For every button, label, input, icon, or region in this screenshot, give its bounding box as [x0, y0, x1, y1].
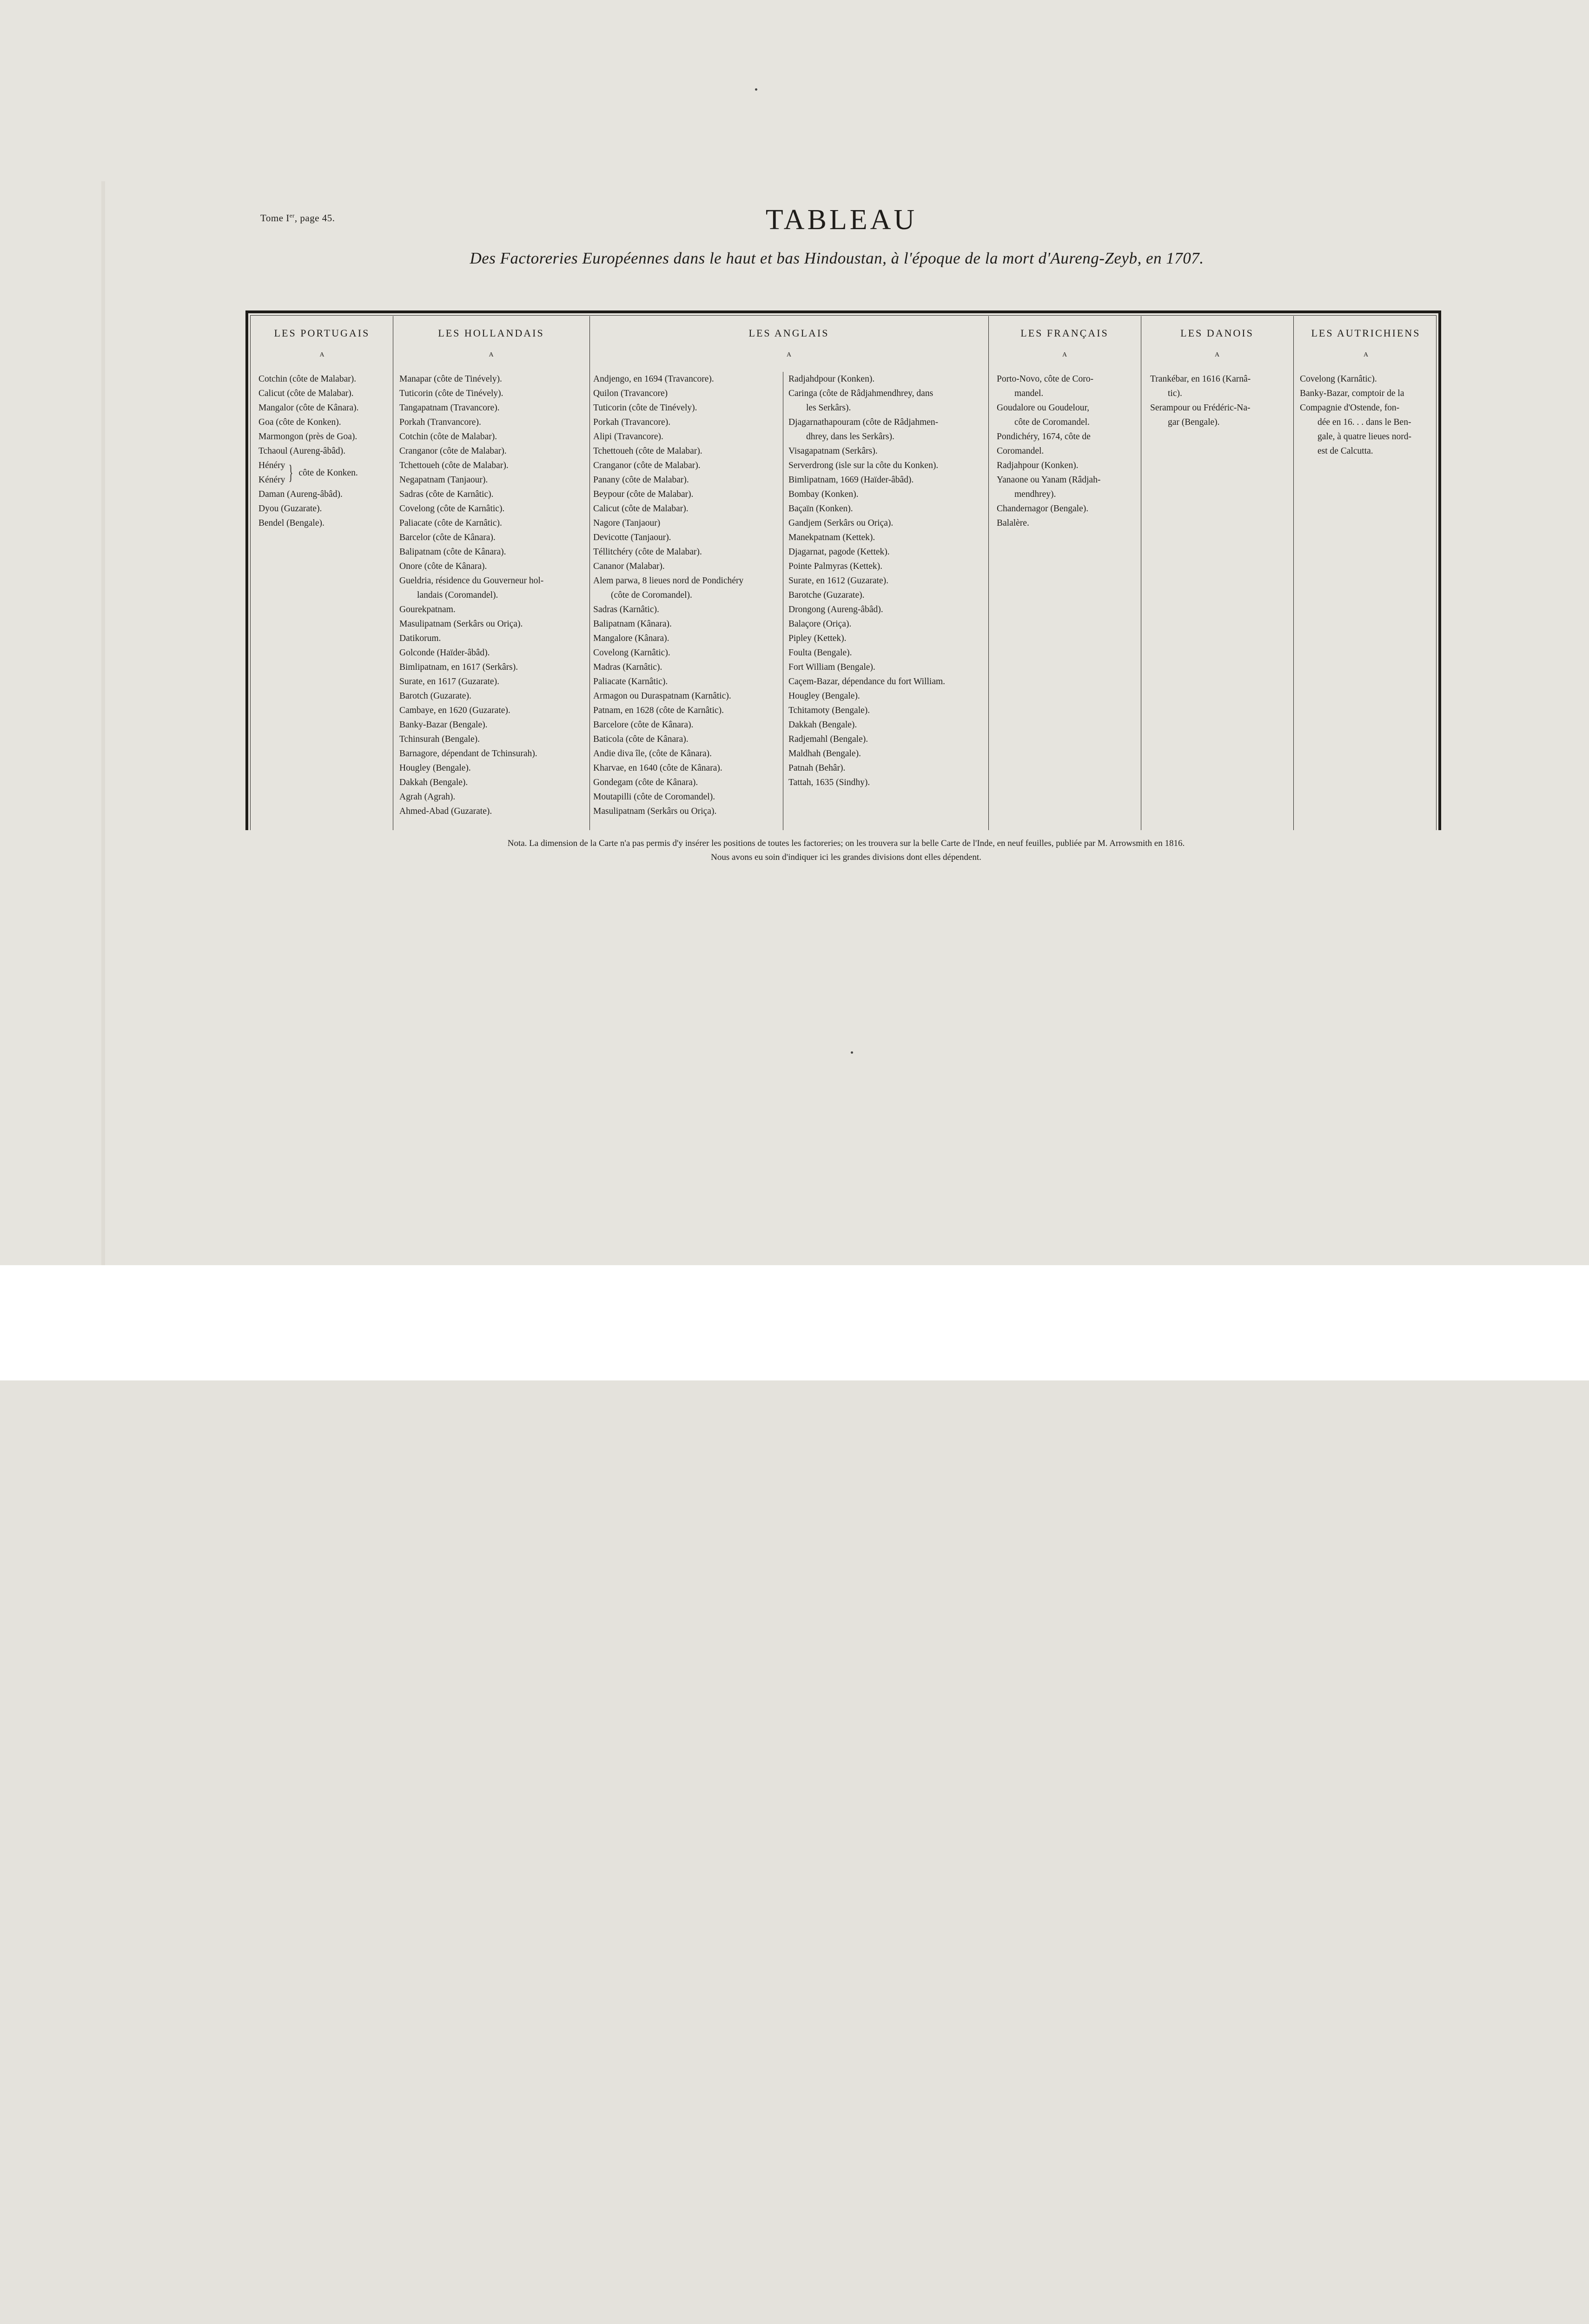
table-entry: Calicut (côte de Malabar).: [258, 389, 354, 398]
table-entry: Sadras (Karnâtic).: [593, 605, 659, 614]
table-entry: Yanaone ou Yanam (Râdjah-: [997, 475, 1101, 485]
table-entry: Bimlipatnam, en 1617 (Serkârs).: [399, 662, 518, 672]
table-entry: Hénéry: [258, 461, 285, 470]
table-entry: Balipatnam (Kânara).: [593, 619, 672, 629]
table-entry: mendhrey).: [1014, 489, 1056, 499]
column-autrichiens: [1293, 316, 1438, 830]
table-entry: Gourekpatnam.: [399, 605, 456, 614]
table-entry: Banky-Bazar, comptoir de la: [1300, 389, 1404, 398]
entry-list: [997, 372, 1100, 530]
page-subtitle: Des Factoreries Européennes dans le haut et bas Hindoustan, à l'époque de la mort d'Aureng-Zeyb, en 1707.: [470, 249, 1204, 267]
table-entry: Masulipatnam (Serkârs ou Oriça).: [399, 619, 523, 629]
table-entry: Goa (côte de Konken).: [258, 417, 341, 427]
table-entry: Manapar (côte de Tinévely).: [399, 374, 502, 384]
table-entry: Pointe Palmyras (Kettek).: [788, 561, 882, 571]
page-title: TABLEAU: [765, 204, 918, 236]
table-entry: Hougley (Bengale).: [788, 691, 860, 701]
table-entry: Pipley (Kettek).: [788, 634, 847, 643]
table-entry: Armagon ou Duraspatnam (Karnâtic).: [593, 691, 731, 701]
table-entry: Gueldria, résidence du Gouverneur hol-: [399, 576, 544, 586]
column-header: LES DANOIS: [1180, 327, 1254, 339]
column-portugais: [251, 316, 393, 830]
brace-group: [258, 458, 358, 487]
table-entry: Hougley (Bengale).: [399, 763, 471, 773]
table-entry: Tchettoueh (côte de Malabar).: [399, 461, 509, 470]
table-entry: Visagapatnam (Serkârs).: [788, 446, 878, 456]
table-entry: Marmongon (près de Goa).: [258, 432, 358, 442]
table-entry: Paliacate (côte de Karnâtic).: [399, 518, 502, 528]
table-inner-top-rule: [250, 315, 1437, 316]
table-entry: Tangapatnam (Travancore).: [399, 403, 500, 413]
table-entry: Barcelore (côte de Kânara).: [593, 720, 694, 730]
table-entry: Cranganor (côte de Malabar).: [593, 461, 701, 470]
page-fold-shadow: [101, 181, 105, 1265]
table-entry: Radjahpour (Konken).: [997, 461, 1079, 470]
table-entry: Balipatnam (côte de Kânara).: [399, 547, 506, 557]
factories-table: [245, 310, 1441, 830]
column-header: LES PORTUGAIS: [274, 327, 370, 339]
nota-line-1: Nota. La dimension de la Carte n'a pas permis d'y insérer les positions de toutes les factoreries; on les trouvera sur la belle Carte de l'Inde, en neuf feuilles, publiée par M. Arrowsmith en 1816.: [507, 838, 1185, 848]
table-entry: Nagore (Tanjaour): [593, 518, 661, 528]
table-entry: (côte de Coromandel).: [611, 590, 692, 600]
column-anglais: [589, 316, 989, 830]
table-entry: Devicotte (Tanjaour).: [593, 533, 671, 542]
table-entry: Compagnie d'Ostende, fon-: [1300, 403, 1400, 413]
table-entry: Manekpatnam (Kettek).: [788, 533, 875, 542]
column-francais: [988, 316, 1141, 830]
table-inner-left-rule: [250, 315, 251, 830]
table-entry: Balaçore (Oriça).: [788, 619, 852, 629]
table-entry: Cambaye, en 1620 (Guzarate).: [399, 706, 510, 715]
column-hollandais: [393, 316, 590, 830]
table-entry: Porto-Novo, côte de Coro-: [997, 374, 1093, 384]
table-entry: Dakkah (Bengale).: [788, 720, 857, 730]
table-entry: Chandernagor (Bengale).: [997, 504, 1089, 514]
table-entry: Golconde (Haïder-âbâd).: [399, 648, 490, 658]
table-entry: Barnagore, dépendant de Tchinsurah).: [399, 749, 537, 759]
speck: [755, 88, 757, 91]
table-entry: Téllitchéry (côte de Malabar).: [593, 547, 702, 557]
table-entry: Covelong (Karnâtic).: [593, 648, 670, 658]
table-entry: dhrey, dans les Serkârs).: [806, 432, 894, 442]
table-entry: Covelong (côte de Karnâtic).: [399, 504, 505, 514]
entry-list: [399, 372, 543, 819]
table-entry: Caçem-Bazar, dépendance du fort William.: [788, 677, 946, 687]
table-entry: Trankébar, en 1616 (Karnâ-: [1150, 374, 1251, 384]
table-entry: Negapatnam (Tanjaour).: [399, 475, 488, 485]
table-entry: Cotchin (côte de Malabar).: [399, 432, 497, 442]
column-danois: [1141, 316, 1294, 830]
table-entry: Gondegam (côte de Kânara).: [593, 778, 698, 787]
table-entry: Calicut (côte de Malabar).: [593, 504, 689, 514]
table-entry: Drongong (Aureng-âbâd).: [788, 605, 883, 614]
table-entry: Tattah, 1635 (Sindhy).: [788, 778, 870, 787]
table-entry: Alem parwa, 8 lieues nord de Pondichéry: [593, 576, 744, 586]
table-entry: Tchettoueh (côte de Malabar).: [593, 446, 702, 456]
table-entry: Datikorum.: [399, 634, 441, 643]
table-entry: gale, à quatre lieues nord-: [1318, 432, 1411, 442]
table-entry: Bimlipatnam, 1669 (Haïder-âbâd).: [788, 475, 914, 485]
table-entry: les Serkârs).: [806, 403, 851, 413]
table-entry: Dakkah (Bengale).: [399, 778, 468, 787]
table-entry: Paliacate (Karnâtic).: [593, 677, 668, 687]
column-header: LES HOLLANDAIS: [438, 327, 544, 339]
table-entry: Porkah (Travancore).: [593, 417, 671, 427]
table-entry: Foulta (Bengale).: [788, 648, 852, 658]
table-entry: Fort William (Bengale).: [788, 662, 875, 672]
table-entry: est de Calcutta.: [1318, 446, 1373, 456]
table-entry: Tuticorin (côte de Tinévely).: [399, 389, 503, 398]
table-entry: Barcelor (côte de Kânara).: [399, 533, 496, 542]
table-entry: Panany (côte de Malabar).: [593, 475, 689, 485]
entry-list: [593, 372, 743, 819]
table-entry: Bombay (Konken).: [788, 489, 859, 499]
table-entry: Radjahdpour (Konken).: [788, 374, 875, 384]
table-entry: Patnam, en 1628 (côte de Karnâtic).: [593, 706, 724, 715]
table-entry: Coromandel.: [997, 446, 1044, 456]
table-entry: Kharvae, en 1640 (côte de Kânara).: [593, 763, 722, 773]
column-mark: A: [1214, 351, 1220, 358]
table-entry: Barotche (Guzarate).: [788, 590, 865, 600]
table-entry: Goudalore ou Goudelour,: [997, 403, 1090, 413]
column-mark: A: [1363, 351, 1369, 358]
table-entry: Tchaoul (Aureng-âbâd).: [258, 446, 346, 456]
column-header: LES AUTRICHIENS: [1311, 327, 1421, 339]
entry-list: [1300, 372, 1411, 458]
table-entry: Andjengo, en 1694 (Travancore).: [593, 374, 714, 384]
nota-note: [391, 837, 1302, 865]
entry-list: [1150, 372, 1251, 429]
table-entry: Agrah (Agrah).: [399, 792, 456, 802]
speck: [851, 1051, 853, 1054]
table-entry: Radjemahl (Bengale).: [788, 734, 868, 744]
table-entry: Balalère.: [997, 518, 1029, 528]
table-entry: Andie diva île, (côte de Kânara).: [593, 749, 712, 759]
nota-line-2: Nous avons eu soin d'indiquer ici les grandes divisions dont elles dépendent.: [711, 852, 981, 862]
table-entry: Onore (côte de Kânara).: [399, 561, 487, 571]
table-entry: Banky-Bazar (Bengale).: [399, 720, 488, 730]
table-entry: Caringa (côte de Râdjahmendhrey, dans: [788, 389, 934, 398]
table-entry: Sadras (côte de Karnâtic).: [399, 489, 494, 499]
table-entry: Bendel (Bengale).: [258, 518, 324, 528]
table-entry: tic).: [1168, 389, 1182, 398]
table-entry: Djagarnathapouram (côte de Râdjahmen-: [788, 417, 939, 427]
table-entry: Baticola (côte de Kânara).: [593, 734, 689, 744]
column-mark: A: [489, 351, 494, 358]
table-entry: gar (Bengale).: [1168, 417, 1220, 427]
table-entry: mandel.: [1014, 389, 1044, 398]
column-header: LES ANGLAIS: [748, 327, 829, 339]
table-entry: Tuticorin (côte de Tinévely).: [593, 403, 697, 413]
table-entry: Tchinsurah (Bengale).: [399, 734, 480, 744]
table-entry: Dyou (Guzarate).: [258, 504, 322, 514]
entry-list: [788, 372, 945, 790]
table-entry: Gandjem (Serkârs ou Oriça).: [788, 518, 894, 528]
table-entry: Serampour ou Frédéric-Na-: [1150, 403, 1251, 413]
table-entry: côte de Coromandel.: [1014, 417, 1090, 427]
table-entry: dée en 16. . . dans le Ben-: [1318, 417, 1411, 427]
table-entry: Daman (Aureng-âbâd).: [258, 489, 343, 499]
brace-icon: }: [289, 461, 293, 484]
table-entry: Mangalor (côte de Kânara).: [258, 403, 359, 413]
tome-reference: Tome Ier, page 45.: [260, 212, 335, 224]
table-entry: Alipi (Travancore).: [593, 432, 663, 442]
table-entry: Surate, en 1612 (Guzarate).: [788, 576, 888, 586]
entry-list: [258, 372, 358, 530]
table-entry: Surate, en 1617 (Guzarate).: [399, 677, 499, 687]
table-entry: Pondichéry, 1674, côte de: [997, 432, 1091, 442]
table-entry: Moutapilli (côte de Coromandel).: [593, 792, 715, 802]
table-entry: Maldhah (Bengale).: [788, 749, 861, 759]
column-mark: A: [786, 351, 792, 358]
table-entry: Mangalore (Kânara).: [593, 634, 669, 643]
column-mark: A: [319, 351, 324, 358]
table-entry: Quilon (Travancore): [593, 389, 668, 398]
table-entry: Cranganor (côte de Malabar).: [399, 446, 507, 456]
table-entry: Porkah (Tranvancore).: [399, 417, 481, 427]
table-entry: landais (Coromandel).: [417, 590, 498, 600]
table-entry: Covelong (Karnâtic).: [1300, 374, 1377, 384]
table-entry: Ahmed-Abad (Guzarate).: [399, 806, 492, 816]
table-entry: Serverdrong (isle sur la côte du Konken).: [788, 461, 939, 470]
table-entry: Masulipatnam (Serkârs ou Oriça).: [593, 806, 717, 816]
brace-label: côte de Konken.: [298, 468, 358, 478]
table-entry: Tchitamoty (Bengale).: [788, 706, 870, 715]
table-entry: Beypour (côte de Malabar).: [593, 489, 694, 499]
table-entry: Kénéry: [258, 475, 285, 485]
table-entry: Cananor (Malabar).: [593, 561, 665, 571]
column-header: LES FRANÇAIS: [1020, 327, 1109, 339]
table-entry: Djagarnat, pagode (Kettek).: [788, 547, 890, 557]
table-entry: Cotchin (côte de Malabar).: [258, 374, 357, 384]
footer-bar: [0, 1265, 1589, 1380]
column-mark: A: [1062, 351, 1067, 358]
table-entry: Baçaïn (Konken).: [788, 504, 853, 514]
table-entry: Madras (Karnâtic).: [593, 662, 662, 672]
table-entry: Patnah (Behâr).: [788, 763, 846, 773]
table-entry: Barotch (Guzarate).: [399, 691, 471, 701]
